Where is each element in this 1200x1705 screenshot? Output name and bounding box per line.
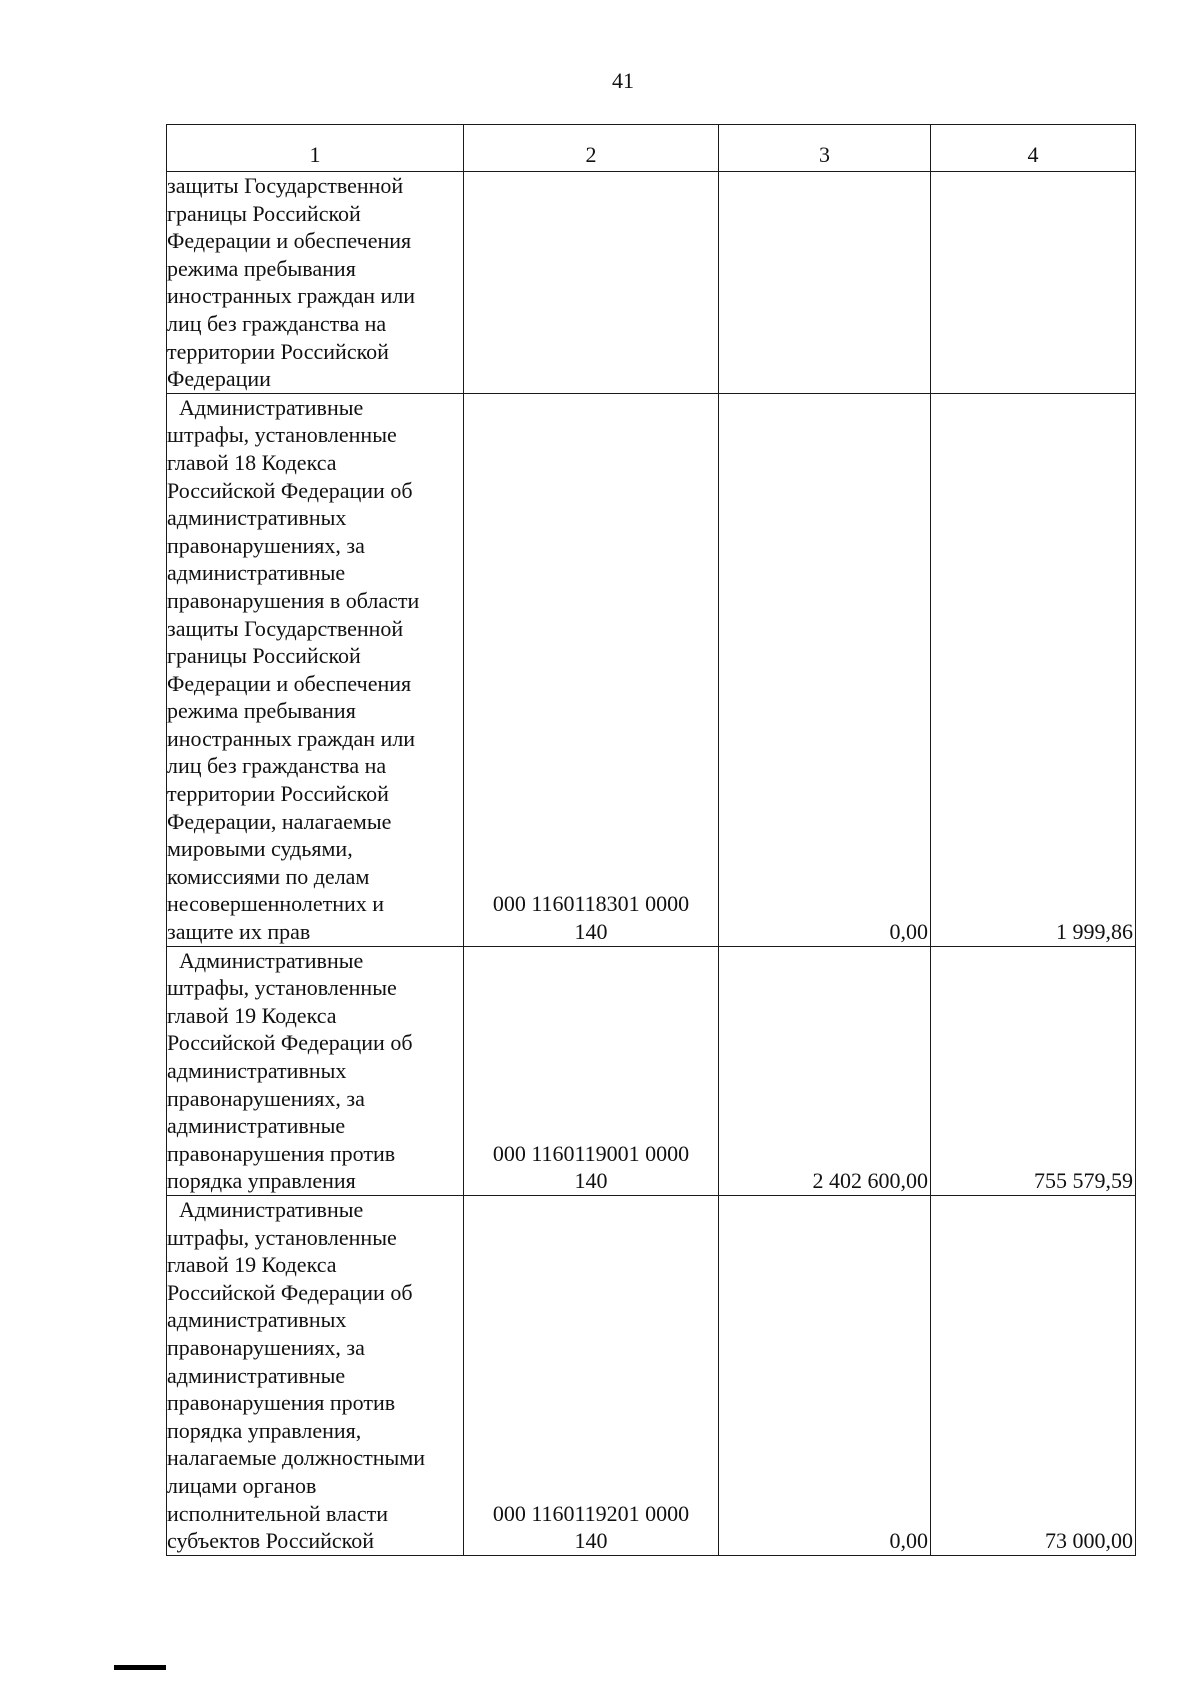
description-line: границы Российской — [167, 200, 361, 226]
column-header-4: 4 — [931, 125, 1136, 172]
plan-cell — [719, 172, 931, 394]
description-line: комиссиями по делам — [167, 863, 370, 889]
description-line: мировыми судьями, — [167, 836, 353, 862]
description-line: правонарушениях, за — [167, 1334, 365, 1360]
description-line-text: Административные — [179, 947, 364, 973]
table-row — [167, 1195, 1136, 1555]
column-header-3: 3 — [719, 125, 931, 172]
description-line: лиц без гражданства на — [167, 753, 387, 779]
description-line: главой 19 Кодекса — [167, 1252, 337, 1278]
actual-cell — [931, 172, 1136, 394]
footer-rule — [114, 1665, 166, 1670]
description-line: лицами органов — [167, 1472, 317, 1498]
code-line: 140 — [574, 1168, 608, 1194]
description-line: порядка управления — [167, 1168, 356, 1194]
actual-cell: 73 000,00 — [931, 1195, 1136, 1555]
description-line: режима пребывания — [167, 698, 356, 724]
actual-cell: 1 999,86 — [931, 393, 1136, 946]
description-line: штрафы, установленные — [167, 1224, 397, 1250]
description-line: Российской Федерации об — [167, 477, 413, 503]
description-line: несовершеннолетних и — [167, 891, 385, 917]
page-number: 41 — [612, 68, 634, 93]
description-cell — [167, 393, 464, 946]
code-line: 000 1160119201 0000 — [492, 1500, 690, 1526]
description-line: защиты Государственной — [167, 615, 404, 641]
description-line: административные — [167, 1113, 346, 1139]
plan-cell: 0,00 — [719, 1195, 931, 1555]
description-line: территории Российской — [167, 781, 389, 807]
description-cell — [167, 1195, 464, 1555]
report-table — [166, 124, 1136, 1556]
table-header-row — [167, 125, 1136, 172]
description-line: лиц без гражданства на — [167, 310, 387, 336]
description-line: субъектов Российской — [167, 1528, 375, 1554]
description-line: Федерации и обеспечения — [167, 228, 412, 254]
description-line: Российской Федерации об — [167, 1279, 413, 1305]
actual-cell: 755 579,59 — [931, 946, 1136, 1195]
description-line: правонарушения против — [167, 1140, 396, 1166]
description-line: территории Российской — [167, 338, 389, 364]
code-line: 000 1160118301 0000 — [492, 891, 690, 917]
code-cell — [464, 393, 719, 946]
description-line: границы Российской — [167, 643, 361, 669]
description-cell — [167, 172, 464, 394]
column-header-2: 2 — [464, 125, 719, 172]
description-line: штрафы, установленные — [167, 422, 397, 448]
description-line — [167, 947, 459, 975]
description-line: защиты Государственной — [167, 173, 404, 198]
description-line: правонарушениях, за — [167, 1085, 365, 1111]
description-cell — [167, 946, 464, 1195]
description-line: режима пребывания — [167, 255, 356, 281]
description-line: налагаемые должностными — [167, 1445, 426, 1471]
description-line-text: Административные — [179, 1196, 364, 1222]
code-cell — [464, 172, 719, 394]
column-header-1: 1 — [167, 125, 464, 172]
description-line: главой 19 Кодекса — [167, 1002, 337, 1028]
description-line: Федерации — [167, 366, 271, 392]
description-line: административные — [167, 560, 346, 586]
plan-cell: 2 402 600,00 — [719, 946, 931, 1195]
description-line: главой 18 Кодекса — [167, 449, 337, 475]
description-line: исполнительной власти — [167, 1500, 388, 1526]
description-line: административные — [167, 1362, 346, 1388]
code-line: 140 — [574, 1528, 608, 1554]
description-line: иностранных граждан или — [167, 725, 416, 751]
description-line: административных — [167, 1307, 347, 1333]
description-line: иностранных граждан или — [167, 283, 416, 309]
plan-cell: 0,00 — [719, 393, 931, 946]
description-line — [167, 1196, 459, 1224]
description-line: Российской Федерации об — [167, 1030, 413, 1056]
description-line: правонарушения против — [167, 1390, 396, 1416]
description-line: административных — [167, 1058, 347, 1083]
description-line: Федерации, налагаемые — [167, 808, 392, 834]
table-row — [167, 946, 1136, 1195]
description-line-text: Административные — [179, 394, 364, 420]
code-line: 000 1160119001 0000 — [492, 1140, 690, 1166]
description-line — [167, 394, 459, 422]
description-line: правонарушения в области — [167, 587, 420, 613]
code-cell — [464, 1195, 719, 1555]
table-row — [167, 172, 1136, 394]
code-cell — [464, 946, 719, 1195]
description-line: защите их прав — [167, 919, 311, 945]
description-line: Федерации и обеспечения — [167, 670, 412, 696]
description-line: правонарушениях, за — [167, 532, 365, 558]
description-line: административных — [167, 505, 347, 531]
description-line: штрафы, установленные — [167, 975, 397, 1001]
table-row — [167, 393, 1136, 946]
description-line: порядка управления, — [167, 1417, 362, 1443]
code-line: 140 — [574, 919, 608, 945]
